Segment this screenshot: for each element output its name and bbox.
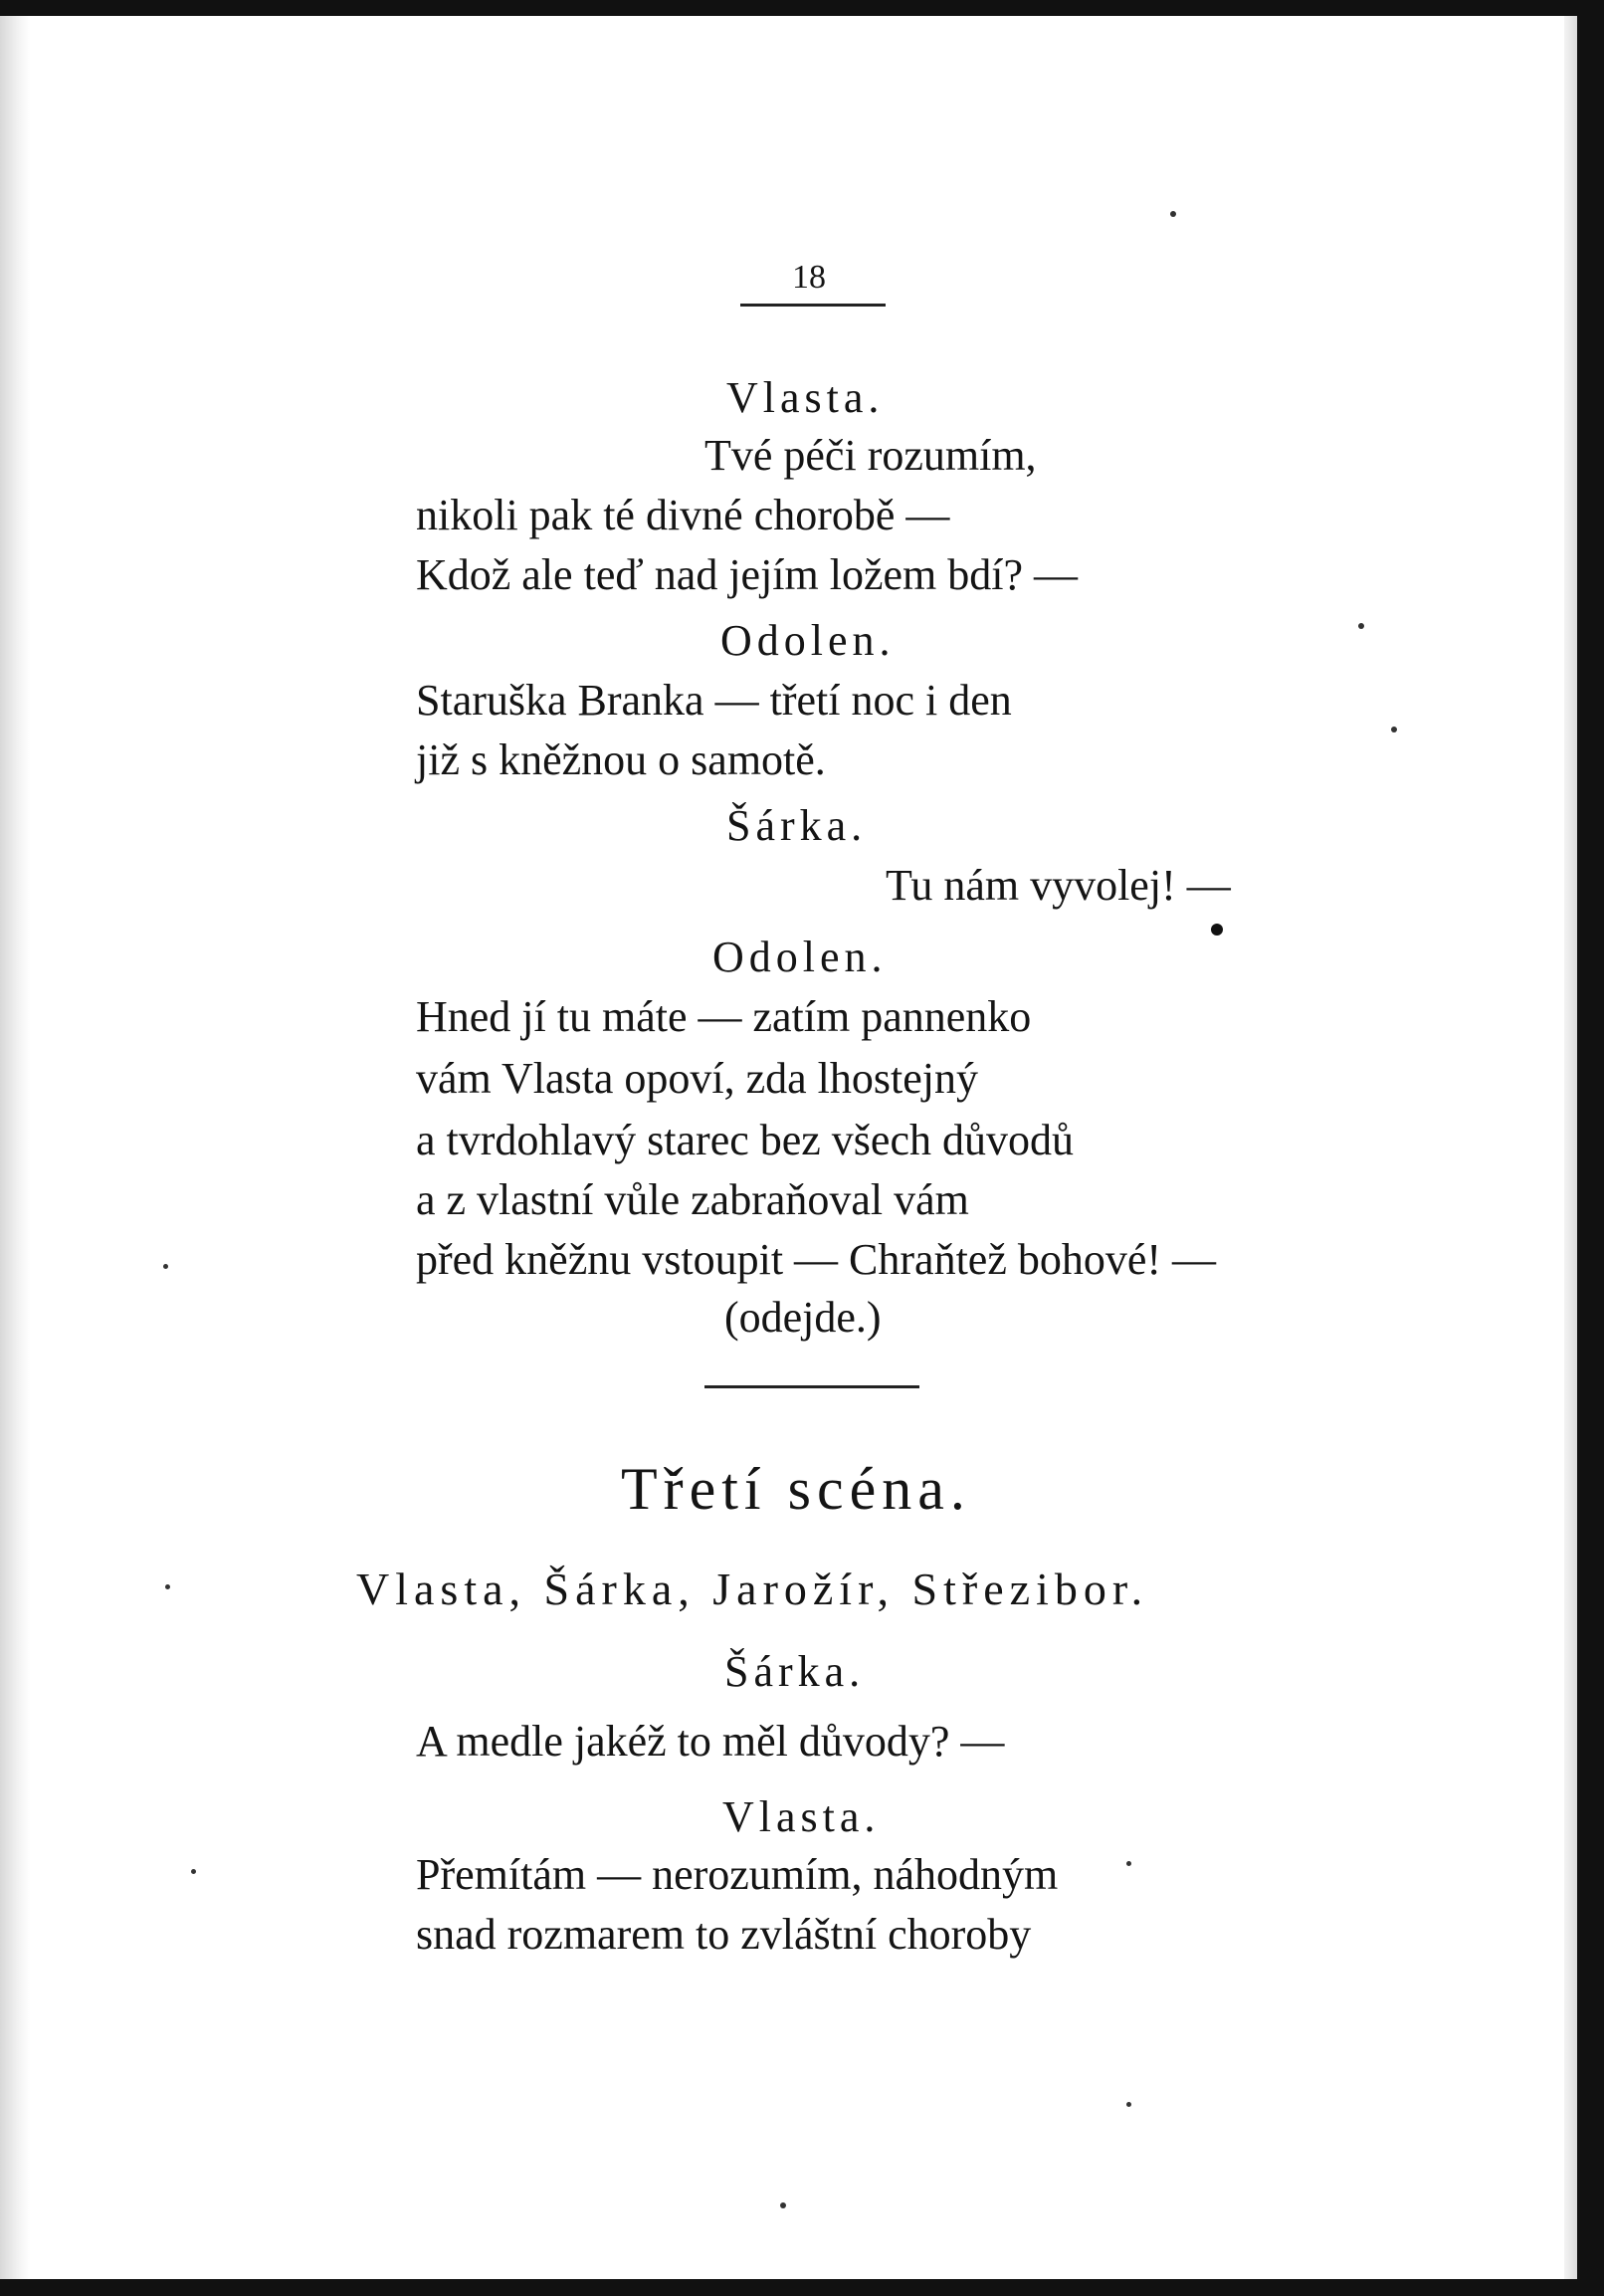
dialogue-line: Tvé péči rozumím,	[704, 431, 1037, 480]
dialogue-line: před kněžnu vstoupit — Chraňtež bohové! —	[416, 1235, 1217, 1284]
speaker-odolen: Odolen.	[720, 616, 896, 665]
speaker-sarka: Šárka.	[724, 1647, 866, 1696]
scan-speck	[165, 1584, 170, 1589]
dialogue-line: nikoli pak té divné chorobě —	[416, 491, 950, 539]
dialogue-line: Přemítám — nerozumím, náhodným	[416, 1850, 1059, 1899]
scan-top-border	[0, 0, 1604, 16]
dialogue-line: Kdož ale teď nad jejím ložem bdí? —	[416, 550, 1079, 599]
dialogue-line: snad rozmarem to zvláštní choroby	[416, 1910, 1032, 1959]
speaker-odolen: Odolen.	[712, 933, 888, 981]
scan-right-border	[1577, 0, 1604, 2296]
scan-speck	[163, 1264, 168, 1269]
scan-bottom-border	[0, 2279, 1604, 2296]
dialogue-line: Tu nám vyvolej! —	[886, 861, 1231, 910]
scan-right-gutter	[1564, 0, 1577, 2296]
stage-direction: (odejde.)	[724, 1293, 882, 1342]
dialogue-line: Staruška Branka — třetí noc i den	[416, 676, 1012, 725]
scan-speck	[1126, 2102, 1131, 2107]
scan-speck	[1358, 623, 1364, 629]
scan-speck	[1211, 924, 1223, 936]
scene-cast: Vlasta, Šárka, Jarožír, Střezibor.	[356, 1564, 1149, 1614]
scan-speck	[1170, 211, 1176, 217]
speaker-vlasta: Vlasta.	[722, 1792, 881, 1841]
scan-speck	[1391, 727, 1397, 732]
dialogue-line: vám Vlasta opoví, zda lhostejný	[416, 1054, 978, 1103]
scan-speck	[1126, 1861, 1131, 1866]
speaker-sarka: Šárka.	[726, 801, 868, 850]
scene-title: Třetí scéna.	[621, 1456, 971, 1522]
page-number-rule	[740, 304, 886, 307]
page-number: 18	[792, 259, 826, 296]
dialogue-line: A medle jakéž to měl důvody? —	[416, 1717, 1005, 1766]
scan-speck	[780, 2202, 786, 2208]
dialogue-line: Hned jí tu máte — zatím pannenko	[416, 992, 1032, 1041]
dialogue-line: a tvrdohlavý starec bez všech důvodů	[416, 1116, 1074, 1164]
scan-left-shadow	[0, 0, 30, 2296]
scene-divider	[704, 1385, 919, 1388]
scan-speck	[191, 1869, 196, 1874]
dialogue-line: a z vlastní vůle zabraňoval vám	[416, 1175, 969, 1224]
dialogue-line: již s kněžnou o samotě.	[416, 735, 826, 784]
speaker-vlasta: Vlasta.	[726, 373, 885, 422]
